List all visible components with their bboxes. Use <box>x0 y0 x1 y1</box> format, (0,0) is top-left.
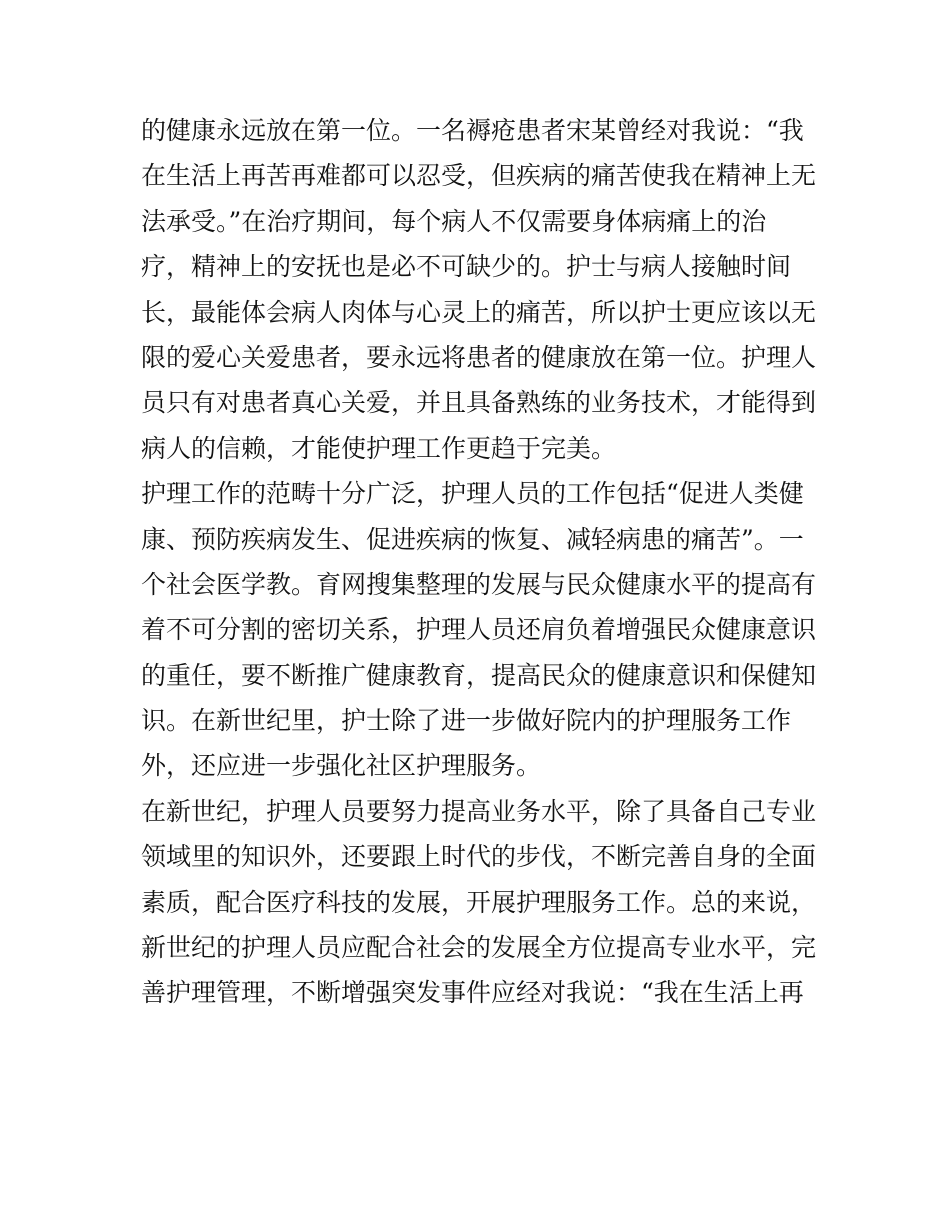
text-line: 领域里的知识外，还要跟上时代的步伐，不断完善自身的全面 <box>141 842 817 872</box>
text-line: 在新世纪，护理人员要努力提高业务水平，除了具备自己专业 <box>141 796 817 826</box>
text-line: 素质，配合医疗科技的发展，开展护理服务工作。总的来说， <box>141 887 817 917</box>
text-line: 法承受。”在治疗期间，每个病人不仅需要身体病痛上的治 <box>141 206 767 236</box>
text-line: 疗，精神上的安抚也是必不可缺少的。护士与病人接触时间 <box>141 252 792 282</box>
text-line: 病人的信赖，才能使护理工作更趋于完美。 <box>141 433 617 463</box>
text-line: 员只有对患者真心关爱，并且具备熟练的业务技术，才能得到 <box>141 388 817 418</box>
text-line: 个社会医学教。育网搜集整理的发展与民众健康水平的提高有 <box>141 569 817 599</box>
text-line: 的重任，要不断推广健康教育，提高民众的健康意识和保健知 <box>141 660 817 690</box>
text-line: 在生活上再苦再难都可以忍受，但疾病的痛苦使我在精神上无 <box>141 161 817 191</box>
text-line: 善护理管理，不断增强突发事件应经对我说：“我在生活上再 <box>141 978 804 1008</box>
text-line: 长，最能体会病人肉体与心灵上的痛苦，所以护士更应该以无 <box>141 297 817 327</box>
text-line: 的健康永远放在第一位。一名褥疮患者宋某曾经对我说：“我 <box>141 116 804 145</box>
text-line: 护理工作的范畴十分广泛，护理人员的工作包括“促进人类健 <box>141 479 804 509</box>
text-line: 识。在新世纪里，护士除了进一步做好院内的护理服务工作 <box>141 706 792 736</box>
text-line: 外，还应进一步强化社区护理服务。 <box>141 751 542 781</box>
text-line: 康、预防疾病发生、促进疾病的恢复、减轻病患的痛苦”。一 <box>141 524 804 554</box>
text-line: 新世纪的护理人员应配合社会的发展全方位提高专业水平，完 <box>141 933 817 963</box>
text-line: 限的爱心关爱患者，要永远将患者的健康放在第一位。护理人 <box>141 342 817 372</box>
body-text <box>141 108 821 1016</box>
text-line: 着不可分割的密切关系，护理人员还肩负着增强民众健康意识 <box>141 615 817 645</box>
